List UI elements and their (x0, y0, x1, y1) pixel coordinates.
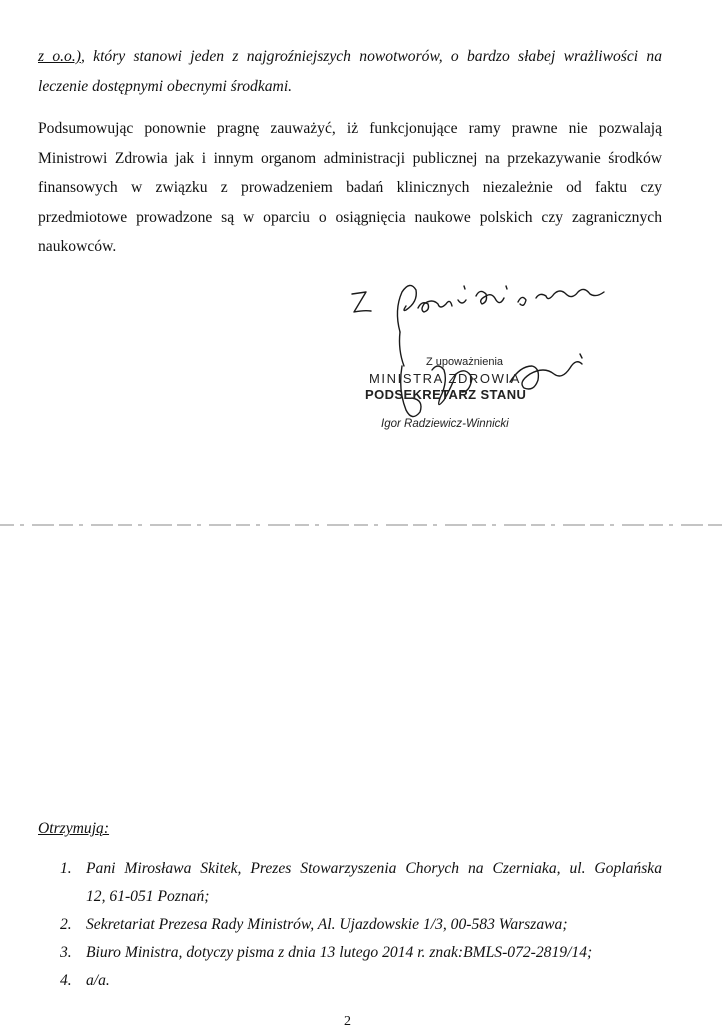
summary-paragraph (38, 114, 662, 262)
recipients-list (38, 855, 662, 995)
intro-company-suffix: z o.o.) (38, 48, 81, 65)
dashed-separator (0, 521, 726, 529)
stamp-signer-name: Igor Radziewicz-Winnicki (381, 418, 509, 430)
signature-block (340, 270, 640, 440)
recipient-item (38, 855, 662, 911)
recipient-line: Biuro Ministra, dotyczy pisma z dnia 13 lutego 2014 r. znak:BMLS-072-2819/14; (86, 944, 593, 961)
recipient-line: a/a. (86, 972, 110, 989)
stamp-authorization: Z upoważnienia (426, 356, 504, 368)
recipient-number: 4. (60, 972, 72, 989)
summary-line: przedmiotowe prowadzone są w oparciu o osiągnięcia naukowe polskich czy zagranicznych (38, 208, 662, 226)
page-number: 2 (344, 1014, 351, 1029)
stamp-role: PODSEKRETARZ STANU (365, 387, 527, 402)
recipient-number: 1. (60, 860, 72, 877)
recipient-item (38, 967, 662, 995)
summary-line: Podsumowując ponownie pragnę zauważyć, iż funkcjonujące ramy prawne nie pozwalają (38, 120, 662, 137)
stamp-minister-title: MINISTRA ZDROWIA (369, 371, 521, 386)
handwritten-signature (340, 270, 640, 440)
summary-line: Ministrowi Zdrowia jak i innym organom administracji publicznej na przekazywanie środków (38, 149, 662, 167)
intro-paragraph (38, 42, 662, 101)
recipient-item (38, 911, 662, 939)
recipients-title: Otrzymują: (38, 820, 110, 837)
recipient-line: Sekretariat Prezesa Rady Ministrów, Al. Ujazdowskie 1/3, 00-583 Warszawa; (86, 916, 568, 933)
recipient-line: 12, 61-051 Poznań; (86, 888, 210, 905)
recipient-item (38, 939, 662, 967)
recipient-number: 2. (60, 916, 72, 933)
recipient-number: 3. (60, 944, 72, 961)
intro-line-1 (38, 42, 662, 72)
summary-line: finansowych w związku z prowadzeniem badań klinicznych niezależnie od faktu czy (38, 179, 662, 196)
intro-line-1-text: , który stanowi jeden z najgroźniejszych nowotworów, o bardzo słabej wrażliwości na (80, 48, 662, 65)
intro-line-2: leczenie dostępnymi obecnymi środkami. (38, 77, 293, 95)
summary-line: naukowców. (38, 238, 117, 255)
recipient-line: Pani Mirosława Skitek, Prezes Stowarzyszenia Chorych na Czerniaka, ul. Goplańska (86, 860, 662, 877)
